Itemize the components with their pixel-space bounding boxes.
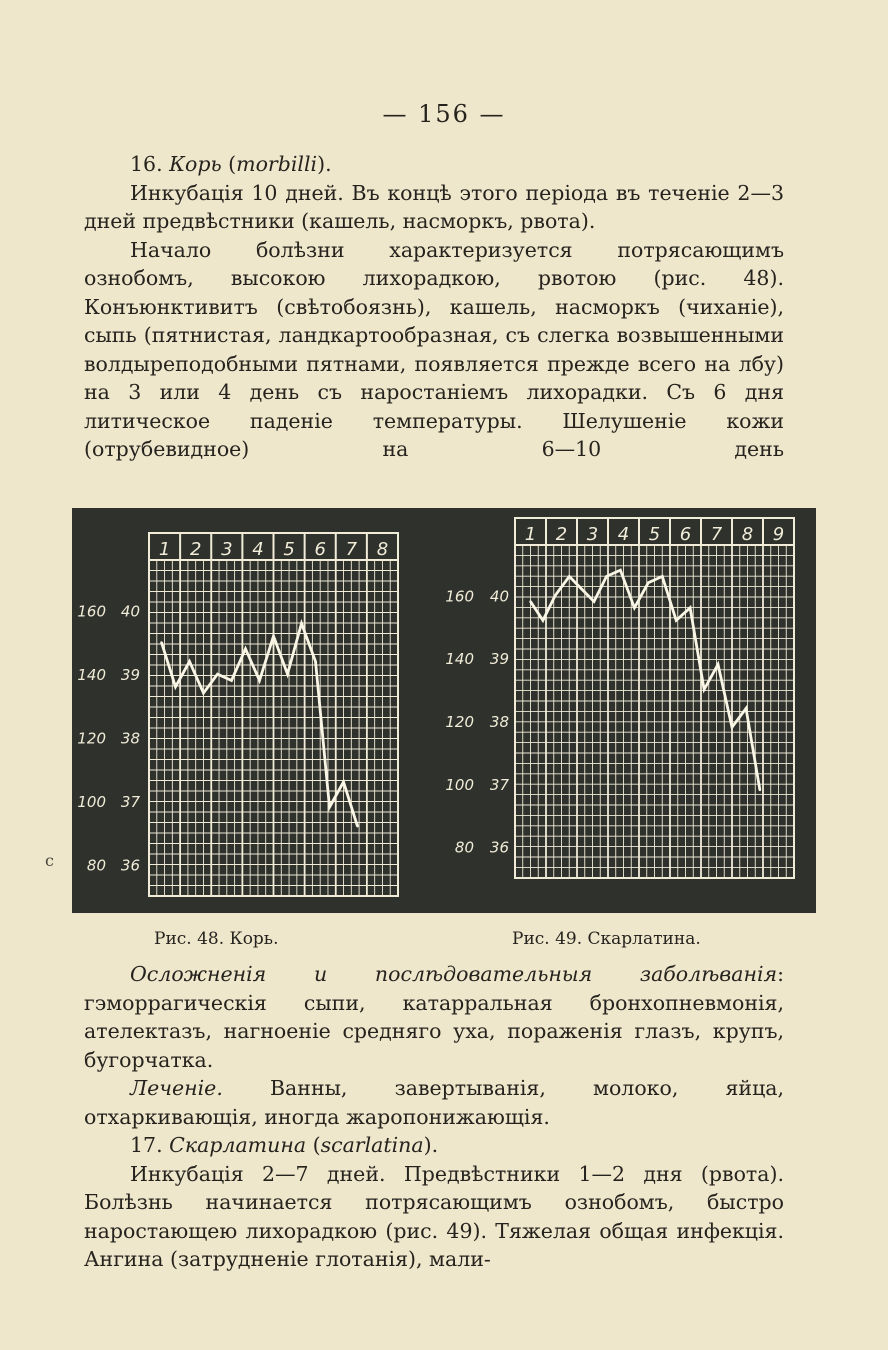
temperature-point bbox=[174, 686, 176, 688]
temperature-point bbox=[731, 726, 733, 728]
temperature-point bbox=[258, 679, 260, 681]
stray-mark: с bbox=[45, 851, 54, 870]
section-title: Корь bbox=[169, 152, 222, 176]
temperature-point bbox=[356, 825, 358, 827]
temperature-point bbox=[675, 619, 677, 621]
temperature-point bbox=[568, 575, 570, 577]
day-label: 4 bbox=[617, 524, 630, 545]
text-block-lower bbox=[84, 960, 784, 1274]
temperature-point bbox=[759, 789, 761, 791]
day-label: 1 bbox=[158, 539, 171, 560]
day-label: 3 bbox=[586, 524, 599, 545]
treatment-text: Ванны, завертыванія, молоко, яйца, отхаркивающія, иногда жаропонижающія. bbox=[84, 1076, 784, 1129]
day-label: 3 bbox=[221, 539, 233, 560]
temperature-point bbox=[202, 692, 204, 694]
temperature-tick-label: 38 bbox=[120, 729, 140, 748]
pulse-tick-label: 160 bbox=[77, 602, 106, 621]
day-label: 7 bbox=[345, 539, 358, 560]
temperature-charts bbox=[72, 508, 816, 913]
temperature-point bbox=[216, 673, 218, 675]
temperature-tick-label: 37 bbox=[120, 792, 140, 811]
day-label: 5 bbox=[648, 524, 661, 545]
pulse-tick-label: 100 bbox=[77, 792, 106, 811]
temperature-point bbox=[328, 806, 330, 808]
temperature-point bbox=[160, 641, 162, 643]
temperature-tick-label: 37 bbox=[489, 775, 509, 794]
temperature-point bbox=[529, 600, 531, 602]
page-number: — 156 — bbox=[382, 100, 506, 128]
figure-panel bbox=[72, 508, 816, 913]
temperature-point bbox=[286, 673, 288, 675]
temperature-tick-label: 39 bbox=[120, 666, 140, 685]
temperature-point bbox=[647, 581, 649, 583]
paragraph-scarlatina: Инкубація 2—7 дней. Предвѣстники 1—2 дня (рвота). Болѣзнь начинается потрясающимъ ознобомъ, быстро наростающею лихорадкою (рис. 49). Тяжелая общая инфекція. Ангина (затрудненіе глотанія), мали- bbox=[84, 1161, 784, 1271]
day-label: 5 bbox=[283, 539, 295, 560]
pulse-tick-label: 140 bbox=[445, 650, 474, 669]
temperature-point bbox=[554, 594, 556, 596]
temperature-tick-label: 36 bbox=[120, 856, 140, 875]
temperature-point bbox=[689, 607, 691, 609]
temperature-tick-label: 36 bbox=[489, 838, 509, 857]
paragraph-onset: Начало болѣзни характеризуется потрясающимъ ознобомъ, высокою лихорадкою, рвотою (рис. 48). Конъюнктивитъ (свѣтобоязнь), кашель, насморкъ (чиханіе), сыпь (пятнистая, ландкартообразная, съ слегка возвышенными волдыреподобными пятнами, появляется прежде всего на лбу) на 3 или 4 день съ наростаніемъ лихорадки. Съ 6 дня литическое паденіе температуры. Шелушеніе кожи (отрубевидное) на 6—10 день bbox=[84, 237, 784, 461]
day-label: 9 bbox=[772, 524, 785, 545]
figure-49-caption: Рис. 49. Скарлатина. bbox=[512, 929, 701, 949]
day-label: 8 bbox=[376, 539, 389, 560]
pulse-tick-label: 80 bbox=[86, 856, 106, 875]
temperature-point bbox=[703, 688, 705, 690]
day-label: 1 bbox=[524, 524, 537, 545]
temperature-point bbox=[661, 575, 663, 577]
text-block-upper bbox=[84, 150, 784, 464]
paragraph-treatment bbox=[84, 1074, 784, 1131]
day-label: 8 bbox=[741, 524, 754, 545]
section-latin-name: morbilli bbox=[236, 152, 318, 176]
paragraph-complications bbox=[84, 960, 784, 1074]
temperature-point bbox=[717, 663, 719, 665]
temperature-point bbox=[745, 707, 747, 709]
pulse-tick-label: 120 bbox=[77, 729, 106, 748]
temperature-point bbox=[188, 660, 190, 662]
day-label: 6 bbox=[314, 539, 326, 560]
treatment-label: Леченіе. bbox=[130, 1076, 223, 1100]
temperature-point bbox=[619, 569, 621, 571]
pulse-tick-label: 160 bbox=[445, 587, 474, 606]
complications-label: Осложненія и послѣдовательныя заболѣванія bbox=[130, 962, 778, 986]
day-label: 2 bbox=[555, 524, 568, 545]
temperature-point bbox=[633, 607, 635, 609]
temperature-tick-label: 38 bbox=[489, 712, 509, 731]
temperature-point bbox=[272, 635, 274, 637]
section-number: 16. bbox=[130, 152, 163, 176]
paragraph-incubation: Инкубація 10 дней. Въ концѣ этого періода въ теченіе 2—3 дней предвѣстники (кашель, насморкъ, рвота). bbox=[84, 180, 784, 233]
temperature-point bbox=[300, 622, 302, 624]
section-number: 17. bbox=[130, 1133, 163, 1157]
temperature-point bbox=[593, 600, 595, 602]
day-label: 2 bbox=[189, 539, 202, 560]
section-16-heading: 16. Корь (morbilli). bbox=[130, 152, 332, 176]
temperature-point bbox=[605, 575, 607, 577]
temperature-point bbox=[244, 648, 246, 650]
pulse-tick-label: 100 bbox=[445, 775, 474, 794]
temperature-point bbox=[342, 781, 344, 783]
temperature-point bbox=[230, 679, 232, 681]
section-title: Скарлатина bbox=[169, 1133, 307, 1157]
temperature-point bbox=[314, 660, 316, 662]
temperature-point bbox=[542, 619, 544, 621]
pulse-tick-label: 80 bbox=[454, 838, 474, 857]
day-label: 7 bbox=[710, 524, 723, 545]
figure-48-caption: Рис. 48. Корь. bbox=[154, 929, 279, 949]
temperature-point bbox=[580, 588, 582, 590]
pulse-tick-label: 140 bbox=[77, 666, 106, 685]
day-label: 6 bbox=[679, 524, 692, 545]
temperature-tick-label: 40 bbox=[489, 587, 509, 606]
temperature-tick-label: 39 bbox=[489, 650, 509, 669]
complications-text: : гэморрагическія сыпи, катарральная бронхопневмонія, ателектазъ, нагноеніе средняго уха, пораженія глазъ, крупъ, бугорчатка. bbox=[84, 962, 784, 1072]
section-17-heading: 17. Скарлатина (scarlatina). bbox=[130, 1133, 439, 1157]
temperature-tick-label: 40 bbox=[120, 602, 140, 621]
pulse-tick-label: 120 bbox=[445, 712, 474, 731]
day-label: 4 bbox=[252, 539, 264, 560]
section-latin-name: scarlatina bbox=[320, 1133, 424, 1157]
